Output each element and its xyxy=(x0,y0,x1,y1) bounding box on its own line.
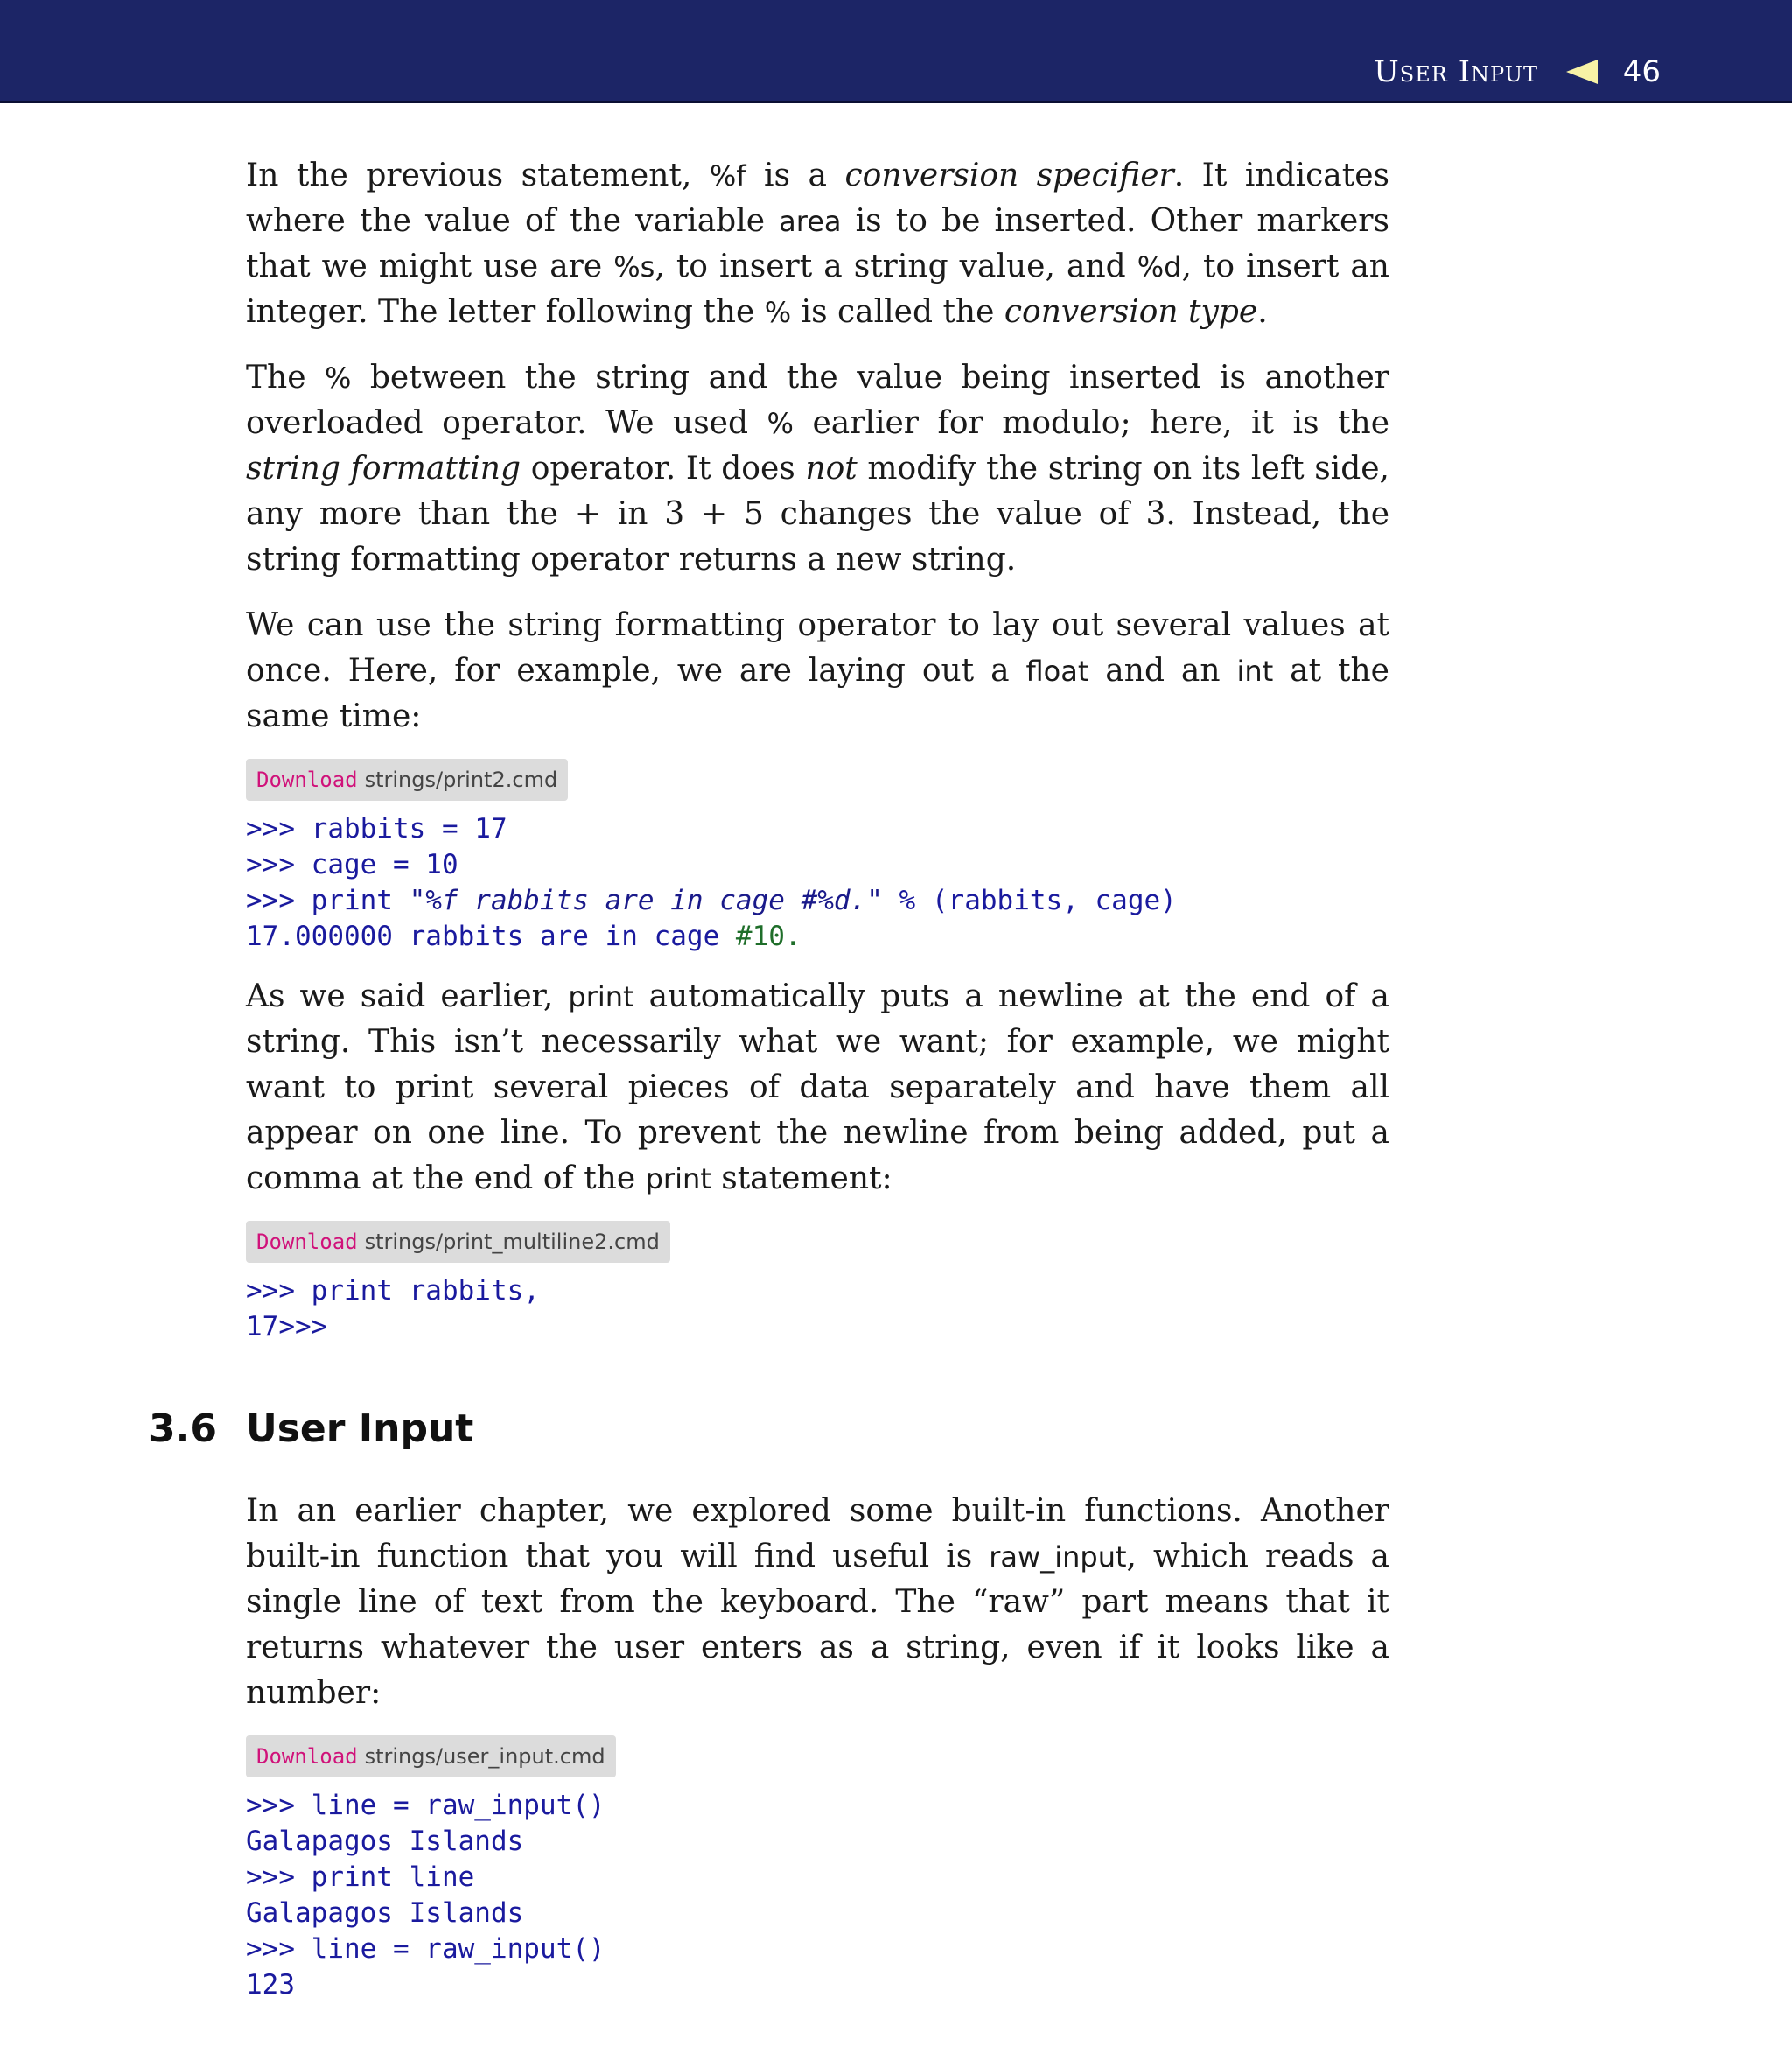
download-link[interactable]: Download strings/print_multiline2.cmd xyxy=(246,1221,670,1263)
paragraph-format-operator: The % between the string and the value being inserted is another overloaded operator. We used % earlier for modulo; here, it is the string formatting operator. It does not modify the string on its left side, any more than the + in 3 + 5 changes the value of 3. Instead, the string formatting operator returns a new string. xyxy=(246,360,1390,578)
paragraph-several-values: We can use the string formatting operator to lay out several values at once. Here, for example, we are laying out a float and an int at the same time: xyxy=(246,607,1390,734)
page-number: 46 xyxy=(1622,54,1661,89)
paragraph-print-newline: As we said earlier, print automatically puts a newline at the end of a string. This isn’t necessarily what we want; for example, we might want to print several pieces of data separately and have them all appear on one line. To prevent the newline from being added, put a comma at the end of the print statement: xyxy=(246,978,1390,1196)
paragraph-raw-input: In an earlier chapter, we explored some built-in functions. Another built-in function that you will find useful is raw_input, which reads a single line of text from the keyboard. The “raw” part means that it returns whatever the user enters as a string, even if it looks like a number: xyxy=(246,1493,1390,1711)
code-block: >>> rabbits = 17 >>> cage = 10 >>> print "%f rabbits are in cage #%d." % (rabbits, cage) 17.000000 rabbits are in cage #10. xyxy=(246,813,1177,952)
page-content xyxy=(149,153,1390,2022)
page-header xyxy=(0,0,1792,103)
paragraph-conversion-specifier: In the previous statement, %f is a conversion specifier. It indicates where the value of the variable area is to be inserted. Other markers that we might use are %s, to insert a string value, and %d, to insert an integer. The letter following the % is called the conversion type. xyxy=(246,158,1390,330)
running-header-section: User Input xyxy=(1374,54,1538,89)
code-block: >>> print rabbits, 17>>> xyxy=(246,1275,540,1342)
triangle-arrow-icon[interactable] xyxy=(1566,60,1598,84)
section-title: User Input xyxy=(246,1406,474,1451)
download-link[interactable]: Download strings/print2.cmd xyxy=(246,759,568,801)
section-heading xyxy=(149,1406,1390,1459)
code-block: >>> line = raw_input() Galapagos Islands >>> print line Galapagos Islands >>> line = raw_input() 123 xyxy=(246,1790,606,2001)
download-link[interactable]: Download strings/user_input.cmd xyxy=(246,1735,616,1777)
section-number: 3.6 xyxy=(149,1406,217,1451)
